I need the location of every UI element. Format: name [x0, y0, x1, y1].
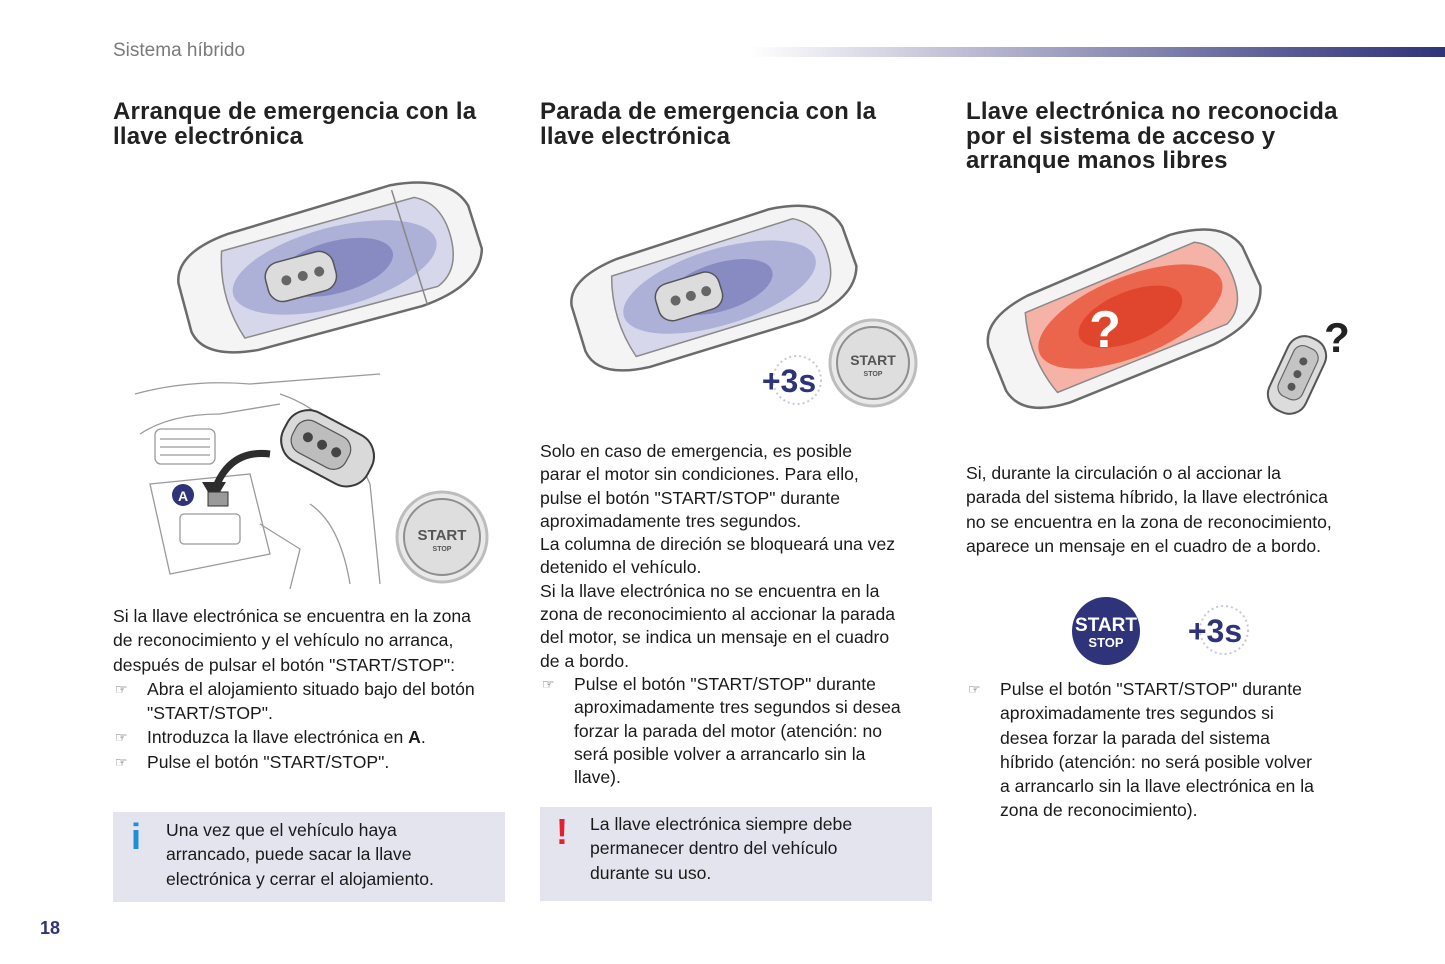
list-item: ☞ Pulse el botón "START/STOP" durante aproximadamente tres segundos si desea forzar la parada del motor (atención: no será posible volver a arrancarlo sin la llave). — [542, 673, 901, 788]
pointing-hand-icon: ☞ — [115, 729, 128, 746]
list-item: ☞ Pulse el botón "START/STOP" durante aproximadamente tres segundos si desea forzar la parada del sistema híbrido (atención: no será posible volver a arrancarlo sin la llave electrónica en la zona de reconocimiento). — [968, 679, 1314, 821]
steps-list — [113, 677, 513, 774]
header-gradient-bar — [750, 47, 1445, 57]
column-title: Parada de emergencia con la llave electrónica — [540, 98, 877, 150]
start-stop-button-2 — [828, 318, 918, 408]
svg-text:+3s: +3s — [1187, 613, 1243, 649]
start-stop-button-1 — [395, 490, 490, 585]
column-key-not-recognized — [966, 100, 1386, 174]
key-question-mark: ? — [1324, 314, 1350, 361]
svg-text:+3s: +3s — [761, 363, 817, 399]
stop-label: STOP — [863, 371, 883, 378]
slot-a-label: A — [177, 488, 189, 504]
list-item: ☞ Introduzca la llave electrónica en A. — [113, 725, 513, 749]
three-seconds-icon — [1180, 602, 1255, 658]
start-stop-button-dark — [1070, 595, 1142, 667]
list-item: ☞ Abra el alojamiento situado bajo del botón "START/STOP". — [115, 678, 475, 724]
start-label: START — [850, 352, 896, 368]
warning-icon: ! — [556, 811, 568, 852]
column-title: Arranque de emergencia con la llave electrónica — [113, 98, 477, 150]
intro-text: Si la llave electrónica se encuentra en la zona de reconocimiento y el vehículo no arranca, después de pulsar el botón "START/STOP": ☞ Abra el alojamiento situado bajo del botón "START/STOP". ☞ Introduzca la llave electrónica en A. ☞ Pulse el botón "START/STOP". — [113, 604, 513, 774]
three-seconds-icon — [755, 352, 825, 408]
car-key-inside-illustration — [555, 200, 865, 375]
outside-key-illustration — [1262, 310, 1352, 420]
info-icon: i — [131, 816, 142, 857]
list-item: ☞ Pulse el botón "START/STOP". — [113, 750, 513, 774]
car-alert-zone-illustration — [975, 225, 1270, 420]
column-emergency-stop — [540, 100, 935, 149]
pointing-hand-icon: ☞ — [115, 753, 128, 770]
pointing-hand-icon: ☞ — [968, 681, 981, 697]
stop-label: STOP — [1088, 635, 1124, 650]
start-label: START — [417, 527, 467, 544]
start-label: START — [1075, 615, 1137, 636]
column-title: Llave electrónica no reconocida por el sistema de acceso y arranque manos libres — [966, 98, 1338, 174]
car-key-inside-illustration — [160, 175, 490, 360]
column-emergency-start — [113, 100, 508, 149]
section-title: Sistema híbrido — [113, 40, 246, 61]
body-text: Si, durante la circulación o al accionar la parada del sistema híbrido, la llave electrónica no se encuentra en la zona de reconocimiento, aparece un mensaje en el cuadro de a bordo. — [966, 463, 1332, 556]
info-note: i Una vez que el vehículo haya arrancado, puede sacar la llave electrónica y cerrar el alojamiento. — [113, 812, 505, 902]
steps-list — [966, 677, 1366, 823]
pointing-hand-icon: ☞ — [115, 680, 128, 697]
stop-label: STOP — [432, 546, 452, 553]
instruction-text — [966, 677, 1366, 823]
steps-list — [540, 673, 935, 789]
dashboard-key-slot-illustration — [130, 374, 385, 594]
pointing-hand-icon: ☞ — [542, 675, 555, 692]
car-question-mark: ? — [1089, 301, 1121, 359]
body-text: Solo en caso de emergencia, es posible parar el motor sin condiciones. Para ello, pulse el botón "START/STOP" durante aproximadamente tres segundos. La columna de direción se bloqueará una vez detenido el vehículo. Si la llave electrónica no se encuentra en la zona de reconocimiento al accionar la parada del motor, se indica un mensaje en el cuadro de a bordo. ☞ Pulse el botón "START/STOP" durante aproximadamente tres segundos si desea forzar la parada del motor (atención: no será posible volver a arrancarlo sin la llave). — [540, 440, 935, 789]
page-number: 18 — [40, 918, 61, 938]
warning-note: ! La llave electrónica siempre debe permanecer dentro del vehículo durante su uso. — [540, 807, 932, 901]
